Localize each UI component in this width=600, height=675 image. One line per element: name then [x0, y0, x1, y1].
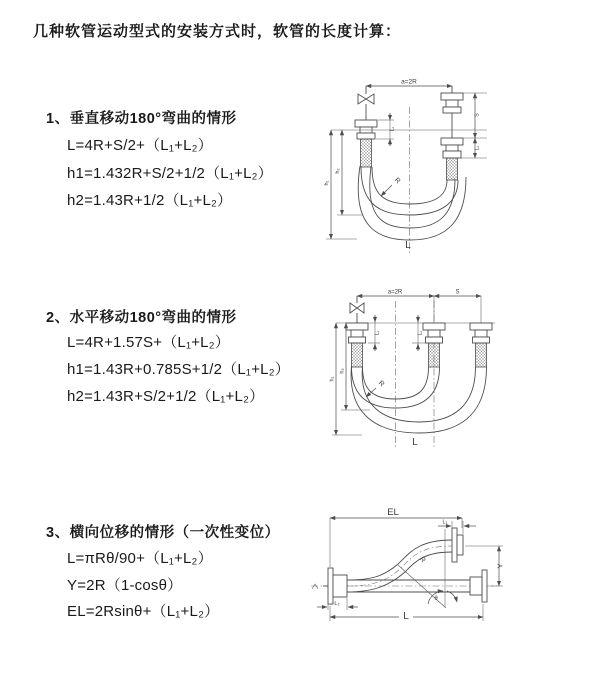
- radius-diagonal-line: [398, 565, 446, 608]
- right-flange: [482, 570, 487, 602]
- valve-icon: [350, 303, 357, 313]
- dim-s-label: S: [455, 289, 460, 296]
- section2-formula-h1: h1=1.43R+0.785S+1/2（L₁+L₂）: [67, 361, 290, 378]
- flange-fitting: [355, 120, 377, 127]
- flange-fitting: [443, 107, 461, 113]
- length-label: L: [405, 240, 411, 251]
- dim-h2-label: h₂: [335, 168, 341, 174]
- top-right-flange: [452, 528, 457, 562]
- hose-inner-wall-shifted: [362, 367, 475, 422]
- break-mark: [312, 584, 318, 589]
- dim-l2-label: L₂: [417, 330, 424, 336]
- section3-heading: 3、横向位移的情形（一次性变位）: [46, 525, 280, 541]
- dim-l2-label: L₂: [334, 601, 340, 607]
- left-flange: [328, 568, 333, 604]
- section2-formula-L: L=4R+1.57S+（L₁+L₂）: [67, 334, 230, 351]
- radius-leader: [381, 185, 392, 196]
- section2-heading: 2、水平移动180°弯曲的情形: [46, 310, 237, 326]
- diagram-lateral-displacement: [305, 505, 600, 640]
- section1-formula-h1: h1=1.432R+S/2+1/2（L₁+L₂）: [67, 165, 273, 182]
- flange-fitting: [443, 151, 461, 158]
- section2-formula-h2: h2=1.43R+S/2+1/2（L₁+L₂）: [67, 388, 265, 405]
- radius-label: R: [417, 555, 427, 565]
- braided-hose-section: [447, 158, 458, 180]
- hose-outer-wall-shifted: [351, 366, 486, 433]
- theta-arc: [447, 591, 457, 602]
- flange-fitting: [441, 93, 463, 100]
- radius-label: R: [392, 176, 402, 186]
- section1-formula-L: L=4R+S/2+（L₁+L₂）: [67, 137, 213, 154]
- left-flange-hub: [333, 575, 347, 597]
- dim-h1-label: h₁: [329, 376, 336, 382]
- section3-formula-Y: Y=2R（1-cosθ）: [67, 577, 183, 594]
- valve-icon: [358, 94, 366, 104]
- section1-formula-h2: h2=1.43R+1/2（L₁+L₂）: [67, 192, 233, 209]
- valve-icon: [366, 94, 374, 104]
- diagram-horizontal-180-bend: [330, 287, 595, 467]
- dim-a2r-label: a=2R: [387, 289, 403, 296]
- dim-a2r-label: a=2R: [401, 78, 417, 86]
- top-right-flange-hub: [457, 535, 463, 555]
- angle-theta-label: θ: [434, 596, 438, 602]
- length-label: L: [412, 437, 418, 448]
- dim-l1-label: L₁: [374, 330, 381, 336]
- dim-y-label: Y: [495, 563, 505, 569]
- diagram-vertical-180-bend: [315, 75, 600, 260]
- flange-fitting-group: [346, 323, 492, 367]
- radius-leader: [366, 388, 376, 397]
- dim-l1-label: L₁: [389, 126, 396, 132]
- radius-label: R: [376, 379, 386, 389]
- valve-icon: [357, 303, 364, 313]
- hose-top-wall: [347, 540, 452, 580]
- section1-heading: 1、垂直移动180°弯曲的情形: [46, 111, 237, 127]
- flange-fitting: [446, 145, 458, 151]
- dim-l1-label: L₁: [442, 519, 448, 526]
- dim-h1-label: h₁: [324, 180, 330, 186]
- flange-fitting: [446, 100, 458, 107]
- dim-h2-label: h₂: [339, 368, 346, 374]
- page-title: 几种软管运动型式的安装方式时，软管的长度计算：: [33, 23, 402, 40]
- dim-el-label: EL: [387, 507, 399, 518]
- section3-formula-EL: EL=2Rsinθ+（L₁+L₂）: [67, 603, 220, 620]
- section3-formula-L: L=πRθ/90+（L₁+L₂）: [67, 550, 213, 567]
- dim-s-label: S: [474, 113, 481, 117]
- length-label: L: [403, 611, 409, 622]
- braided-hose-section: [361, 139, 372, 167]
- dim-l2-label: L₂: [474, 145, 481, 151]
- flange-fitting: [441, 138, 463, 145]
- right-flange-hub: [470, 577, 482, 595]
- flange-fitting: [357, 133, 375, 139]
